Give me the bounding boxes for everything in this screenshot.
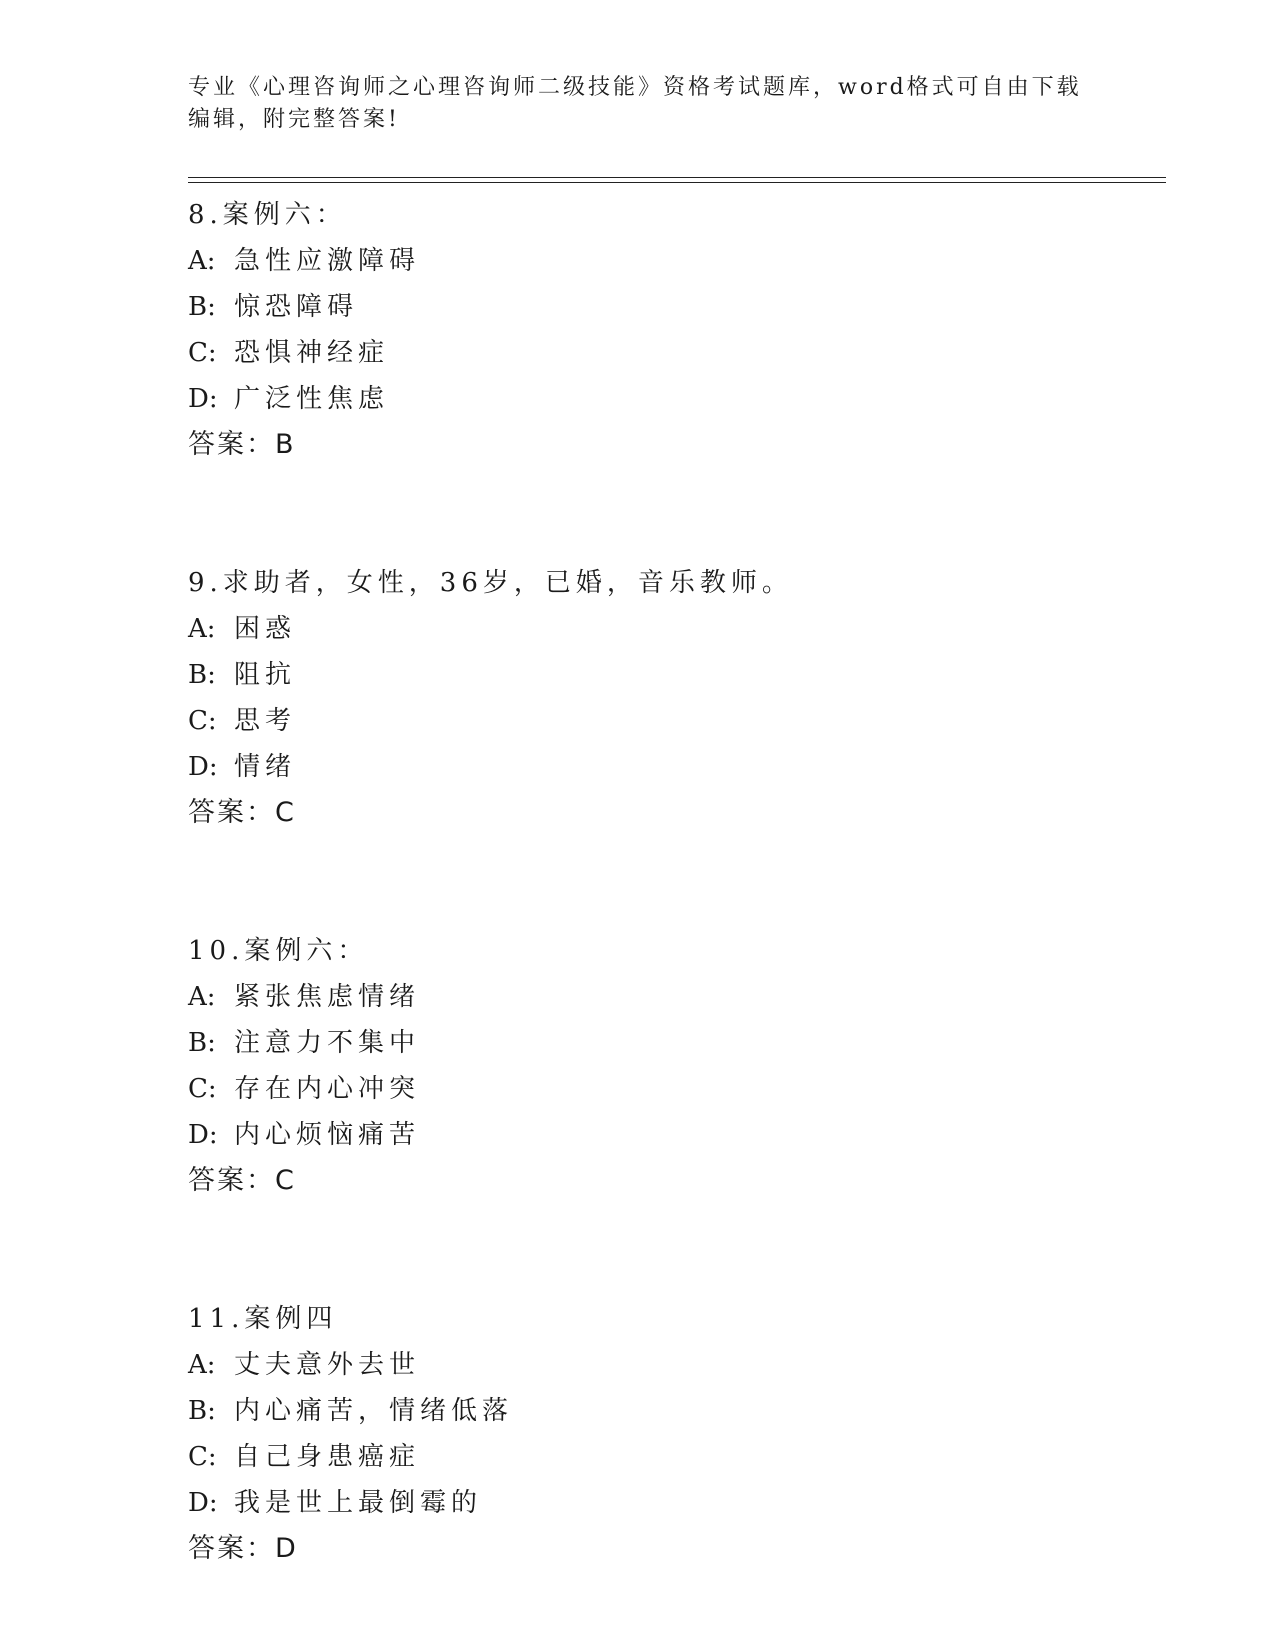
option-d — [188, 1112, 1168, 1158]
option-key: D: — [188, 1488, 218, 1518]
option-text: 自己身患癌症 — [234, 1442, 421, 1472]
option-key: D: — [188, 384, 218, 414]
question-list — [188, 192, 1168, 1572]
option-c — [188, 1066, 1168, 1112]
option-text: 阻抗 — [234, 660, 297, 690]
option-text: 困惑 — [234, 614, 297, 644]
option-text: 惊恐障碍 — [234, 292, 359, 322]
answer-line: 答案：B — [188, 429, 296, 460]
option-text: 思考 — [234, 706, 297, 736]
option-key: A: — [188, 982, 216, 1012]
question-stem: 10.案例六： — [188, 936, 369, 966]
option-text: 内心烦恼痛苦 — [234, 1120, 421, 1150]
option-b — [188, 1020, 1168, 1066]
option-text: 内心痛苦，情绪低落 — [234, 1396, 514, 1426]
option-a — [188, 974, 1168, 1020]
option-key: A: — [188, 246, 216, 276]
question-gap — [188, 836, 1168, 928]
option-d — [188, 744, 1168, 790]
option-text: 注意力不集中 — [234, 1028, 421, 1058]
option-key: B: — [188, 660, 216, 690]
option-c — [188, 698, 1168, 744]
option-c — [188, 330, 1168, 376]
header-line-2: 编辑，附完整答案! — [188, 107, 400, 132]
option-text: 存在内心冲突 — [234, 1074, 421, 1104]
option-a — [188, 238, 1168, 284]
option-b — [188, 1388, 1168, 1434]
option-key: C: — [188, 1074, 217, 1104]
header-divider-bottom — [188, 182, 1166, 183]
option-key: A: — [188, 614, 216, 644]
option-key: D: — [188, 1120, 218, 1150]
question-gap — [188, 1204, 1168, 1296]
option-text: 我是世上最倒霉的 — [234, 1488, 483, 1518]
option-text: 情绪 — [234, 752, 297, 782]
option-a — [188, 606, 1168, 652]
option-text: 急性应激障碍 — [234, 246, 421, 276]
question-stem: 8.案例六： — [188, 200, 347, 230]
question-9 — [188, 560, 1168, 836]
option-key: A: — [188, 1350, 216, 1380]
option-a — [188, 1342, 1168, 1388]
option-b — [188, 652, 1168, 698]
option-d — [188, 376, 1168, 422]
header-line-1: 专业《心理咨询师之心理咨询师二级技能》资格考试题库，word格式可自由下载 — [188, 75, 1082, 100]
option-d — [188, 1480, 1168, 1526]
answer-line: 答案：D — [188, 1533, 298, 1564]
question-11 — [188, 1296, 1168, 1572]
header-divider-top — [188, 177, 1166, 178]
option-key: D: — [188, 752, 218, 782]
answer-line: 答案：C — [188, 1165, 296, 1196]
question-gap — [188, 468, 1168, 560]
option-b — [188, 284, 1168, 330]
option-text: 恐惧神经症 — [234, 338, 390, 368]
question-stem: 11.案例四 — [188, 1304, 338, 1334]
answer-line: 答案：C — [188, 797, 296, 828]
option-key: B: — [188, 1396, 216, 1426]
question-stem: 9.求助者，女性，36岁，已婚，音乐教师。 — [188, 568, 793, 598]
option-text: 紧张焦虑情绪 — [234, 982, 421, 1012]
option-text: 广泛性焦虑 — [234, 384, 390, 414]
document-header — [188, 72, 1088, 136]
option-key: C: — [188, 338, 217, 368]
question-10 — [188, 928, 1168, 1204]
option-text: 丈夫意外去世 — [234, 1350, 421, 1380]
option-key: B: — [188, 1028, 216, 1058]
question-8 — [188, 192, 1168, 468]
option-key: C: — [188, 706, 217, 736]
option-key: C: — [188, 1442, 217, 1472]
option-key: B: — [188, 292, 216, 322]
option-c — [188, 1434, 1168, 1480]
